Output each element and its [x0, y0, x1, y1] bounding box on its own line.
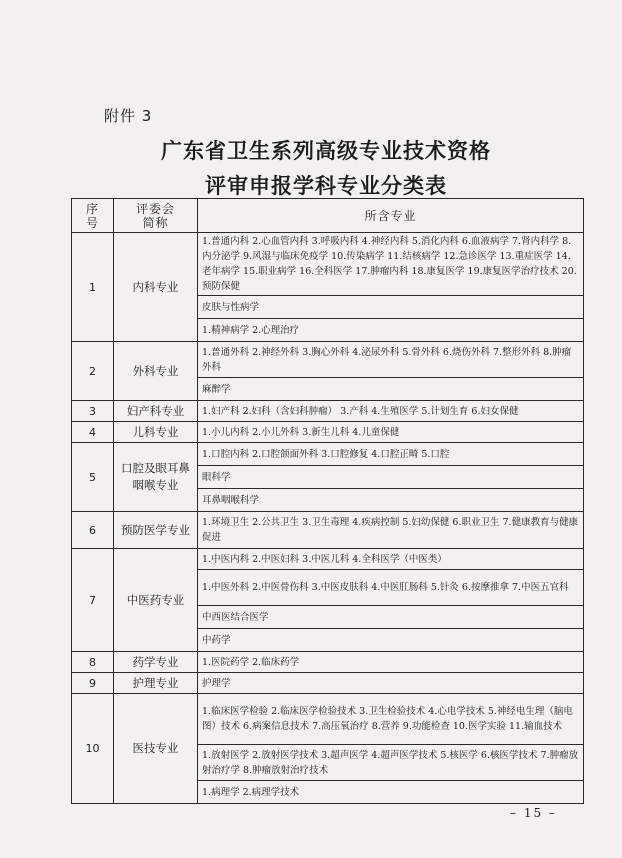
committee-name: 口腔及眼耳鼻咽喉专业 [114, 443, 198, 512]
specialty-cell: 耳鼻咽喉科学 [198, 489, 584, 512]
table-row [72, 233, 584, 296]
specialty-cell: 1.口腔内科 2.口腔颌面外科 3.口腔修复 4.口腔正畸 5.口腔 [198, 443, 584, 466]
specialty-cell: 麻醉学 [198, 378, 584, 401]
specialty-cell: 1.普通内科 2.心血管内科 3.呼吸内科 4.神经内科 5.消化内科 6.血液病学 7.肾内科学 8.内分泌学 9.风湿与临床免疫学 10.传染病学 11.结核病学 12.急诊医学 13.重症医学 14.老年病学 15.职业病学 16.全科医学 17.肿瘤内科 18.康复医学 19.康复医学治疗技术 20.预防保健 [198, 233, 584, 296]
table-row [72, 652, 584, 673]
specialty-cell: 眼科学 [198, 466, 584, 489]
specialty-cell: 1.妇产科 2.妇科（含妇科肿瘤） 3.产科 4.生殖医学 5.计划生育 6.妇女保健 [198, 401, 584, 422]
row-number: 9 [72, 673, 114, 694]
specialty-cell: 1.精神病学 2.心理治疗 [198, 319, 584, 342]
table-row [72, 422, 584, 443]
table-row [72, 549, 584, 570]
committee-name: 药学专业 [114, 652, 198, 673]
committee-name: 中医药专业 [114, 549, 198, 652]
table-row [72, 342, 584, 378]
table-row [72, 673, 584, 694]
specialty-cell: 中西医结合医学 [198, 606, 584, 629]
specialty-table [71, 198, 584, 804]
committee-name: 预防医学专业 [114, 512, 198, 549]
row-number: 10 [72, 694, 114, 804]
specialty-cell: 1.环境卫生 2.公共卫生 3.卫生毒理 4.疾病控制 5.妇幼保健 6.职业卫生 7.健康教育与健康促进 [198, 512, 584, 549]
specialty-cell: 1.病理学 2.病理学技术 [198, 781, 584, 804]
table-row [72, 401, 584, 422]
table-header-row [72, 199, 584, 233]
committee-name: 医技专业 [114, 694, 198, 804]
committee-name: 内科专业 [114, 233, 198, 342]
header-specialties: 所含专业 [198, 199, 584, 233]
row-number: 3 [72, 401, 114, 422]
document-subtitle: 评审申报学科专业分类表 [205, 174, 447, 198]
row-number: 5 [72, 443, 114, 512]
table-row [72, 443, 584, 466]
committee-name: 儿科专业 [114, 422, 198, 443]
attachment-label: 附件 3 [104, 107, 153, 125]
specialty-cell: 1.放射医学 2.放射医学技术 3.超声医学 4.超声医学技术 5.核医学 6.核医学技术 7.肿瘤放射治疗学 8.肿瘤放射治疗技术 [198, 745, 584, 781]
specialty-cell: 1.临床医学检验 2.临床医学检验技术 3.卫生检验技术 4.心电学技术 5.神经电生理（脑电图）技术 6.病案信息技术 7.高压氧治疗 8.营养 9.功能检查 10.医学实验 11.输血技术 [198, 694, 584, 745]
table-row [72, 694, 584, 745]
specialty-cell: 护理学 [198, 673, 584, 694]
specialty-cell: 1.中医外科 2.中医骨伤科 3.中医皮肤科 4.中医肛肠科 5.针灸 6.按摩推拿 7.中医五官科 [198, 570, 584, 606]
committee-name: 护理专业 [114, 673, 198, 694]
document-title: 广东省卫生系列高级专业技术资格 [161, 139, 491, 163]
specialty-cell: 皮肤与性病学 [198, 296, 584, 319]
header-committee: 评委会 简称 [114, 199, 198, 233]
header-number: 序 号 [72, 199, 114, 233]
specialty-cell: 中药学 [198, 629, 584, 652]
row-number: 6 [72, 512, 114, 549]
specialty-cell: 1.医院药学 2.临床药学 [198, 652, 584, 673]
page-number: – 15 – [510, 806, 557, 820]
committee-name: 外科专业 [114, 342, 198, 401]
specialty-cell: 1.普通外科 2.神经外科 3.胸心外科 4.泌尿外科 5.骨外科 6.烧伤外科 7.整形外科 8.肿瘤外科 [198, 342, 584, 378]
row-number: 1 [72, 233, 114, 342]
committee-name: 妇产科专业 [114, 401, 198, 422]
table-row [72, 512, 584, 549]
row-number: 2 [72, 342, 114, 401]
row-number: 7 [72, 549, 114, 652]
specialty-cell: 1.小儿内科 2.小儿外科 3.新生儿科 4.儿童保健 [198, 422, 584, 443]
row-number: 4 [72, 422, 114, 443]
specialty-cell: 1.中医内科 2.中医妇科 3.中医儿科 4.全科医学（中医类） [198, 549, 584, 570]
row-number: 8 [72, 652, 114, 673]
